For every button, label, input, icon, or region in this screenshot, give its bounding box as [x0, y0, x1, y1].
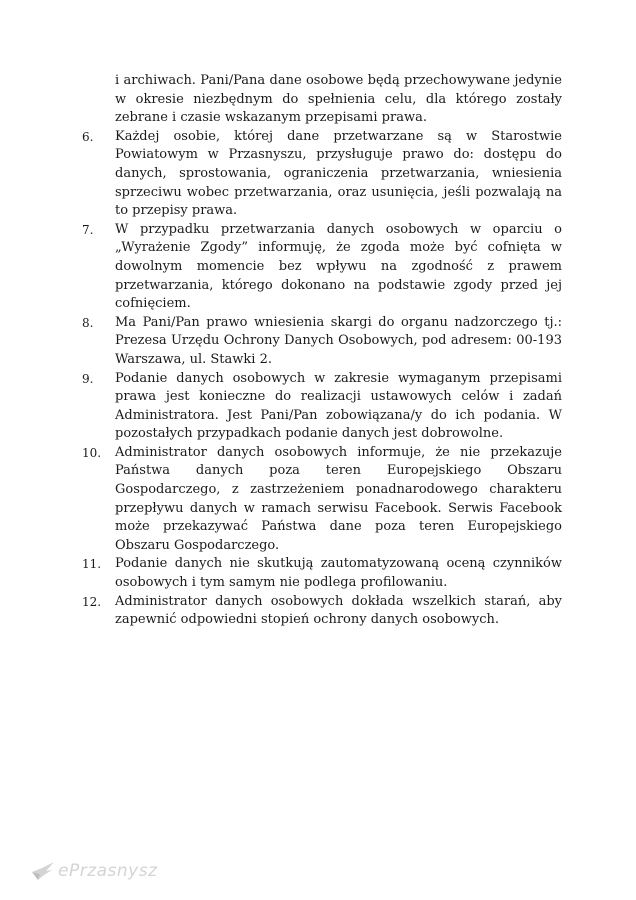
list-item: [82, 555, 562, 592]
list-item: [82, 128, 562, 221]
list-item-text: Ma Pani/Pan prawo wniesienia skargi do organu nadzorczego tj.: Prezesa Urzędu Ochrony Danych Osobowych, pod adresem: 00-193 Warszawa, ul. Stawki 2.: [115, 314, 562, 367]
list-item-number: 11.: [82, 557, 102, 572]
list-item: [82, 314, 562, 370]
document-body: [82, 72, 562, 630]
list-item-text: Administrator danych osobowych informuje, że nie przekazuje Państwa danych poza teren Europejskiego Obszaru Gospodarczego, z zastrzeżeniem ponadnarodowego charakteru przepływu danych w ramach serwisu Facebook. Serwis Facebook może przekazywać Państwa dane poza teren Europejskiego Obszaru Gospodarczego.: [115, 444, 562, 553]
list-item-number: 10.: [82, 445, 102, 460]
watermark-logo: [30, 858, 158, 884]
bird-icon: [30, 858, 56, 884]
list-item-text: Podanie danych osobowych w zakresie wymaganym przepisami prawa jest konieczne do realizacji ustawowych celów i zadań Administratora. Jest Pani/Pan zobowiązana/y do ich podania. W pozostałych przypadkach podanie danych jest dobrowolne.: [115, 370, 562, 442]
list-item-number: 12.: [82, 594, 102, 609]
list-item-text: W przypadku przetwarzania danych osobowych w oparciu o „Wyrażenie Zgody” informuję, że zgoda może być cofnięta w dowolnym momencie bez wpływu na zgodność z prawem przetwarzania, którego dokonano na podstawie zgody przed jej cofnięciem.: [115, 221, 562, 312]
numbered-list: [82, 128, 562, 630]
list-item: [82, 221, 562, 314]
list-item-number: 8.: [82, 315, 94, 330]
list-item-text: Podanie danych nie skutkują zautomatyzowaną oceną czynników osobowych i tym samym nie podlega profilowaniu.: [115, 556, 562, 591]
list-item: [82, 444, 562, 556]
continuation-paragraph: i archiwach. Pani/Pana dane osobowe będą przechowywane jedynie w okresie niezbędnym do spełnienia celu, dla którego zostały zebrane i czasie wskazanym przepisami prawa.: [115, 73, 562, 126]
list-item: [82, 593, 562, 630]
list-item-text: Administrator danych osobowych dokłada wszelkich starań, aby zapewnić odpowiedni stopień ochrony danych osobowych.: [115, 593, 562, 628]
logo-text: ePrzasnysz: [58, 861, 158, 881]
list-item-number: 9.: [82, 371, 94, 386]
list-item-number: 6.: [82, 129, 94, 144]
list-item-text: Każdej osobie, której dane przetwarzane są w Starostwie Powiatowym w Przasnyszu, przysługuje prawo do: dostępu do danych, sprostowania, ograniczenia przetwarzania, wniesienia sprzeciwu wobec przetwarzania, oraz usunięcia, jeśli pozwalają na to przepisy prawa.: [115, 128, 562, 219]
list-item: [82, 370, 562, 444]
list-item-number: 7.: [82, 222, 94, 237]
